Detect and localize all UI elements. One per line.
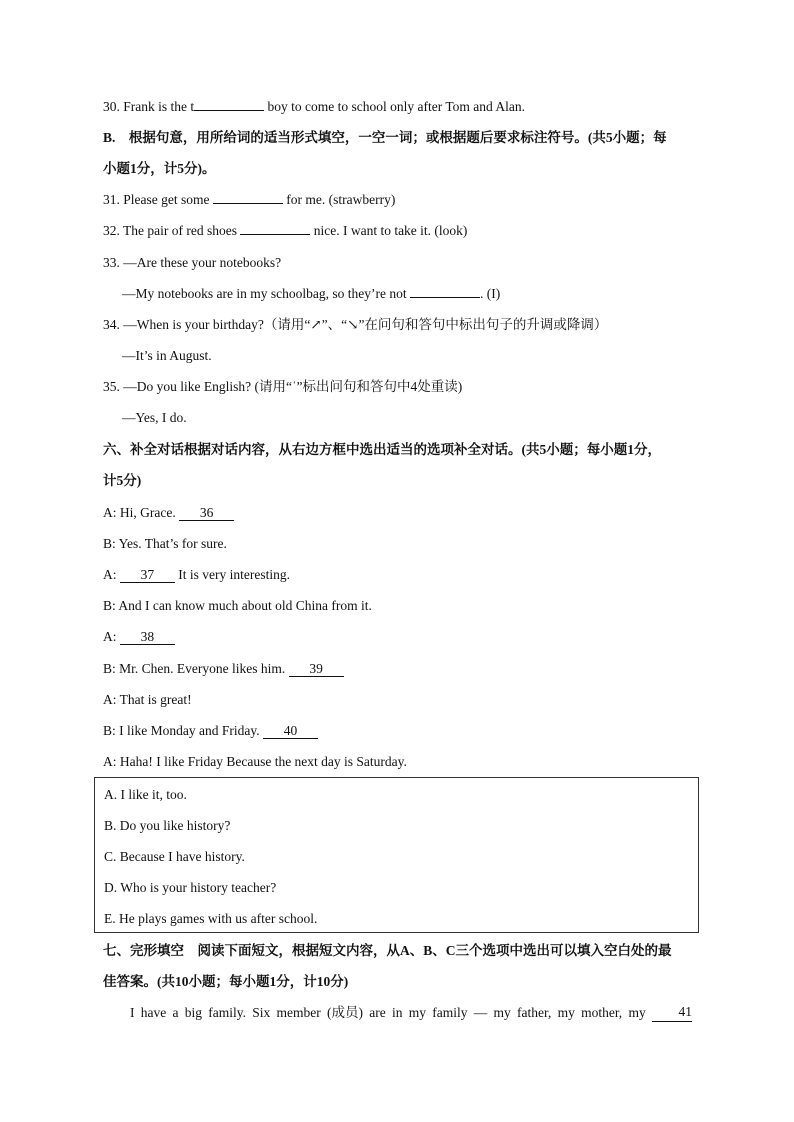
q33-answer-post: . (I) — [479, 286, 501, 301]
q33-answer-pre: —My notebooks are in my schoolbag, so they’re not — [122, 286, 410, 301]
question-35: 35. —Do you like English? (请用“ˈ”标出问句和答句中4处重读) — [103, 379, 463, 394]
question-35-answer: —Yes, I do. — [122, 410, 187, 425]
q32-blank[interactable] — [240, 234, 310, 235]
dialogue-line-8-text: B: I like Monday and Friday. — [103, 723, 263, 738]
option-d[interactable]: D. Who is your history teacher? — [104, 880, 277, 895]
dialogue-line-1 — [103, 504, 234, 522]
q33-blank[interactable] — [410, 297, 480, 298]
section-6-heading-cont: 计5分) — [103, 473, 142, 488]
passage-word: in — [391, 1005, 403, 1020]
question-34-answer: —It’s in August. — [122, 348, 212, 363]
options-box — [94, 777, 699, 933]
q31-text-post: for me. (strawberry) — [282, 192, 396, 207]
passage-word: have — [140, 1005, 167, 1020]
dialogue-line-2: B: Yes. That’s for sure. — [103, 536, 227, 551]
q30-blank[interactable] — [194, 110, 264, 111]
dialogue-line-6-text: B: Mr. Chen. Everyone likes him. — [103, 661, 289, 676]
blank-36[interactable]: 36 — [179, 505, 234, 521]
passage-word: father, — [517, 1005, 552, 1020]
section-6-heading: 六、补全对话根据对话内容，从右边方框中选出适当的选项补全对话。(共5小题；每小题1分， — [103, 442, 661, 457]
question-33: 33. —Are these your notebooks? — [103, 255, 282, 270]
section-7-heading: 七、完形填空 阅读下面短文，根据短文内容，从A、B、C三个选项中选出可以填入空白处的最 — [103, 943, 672, 958]
blank-38[interactable]: 38 — [120, 629, 175, 645]
passage-word: (成员) — [327, 1005, 363, 1020]
q32-text-pre: 32. The pair of red shoes — [103, 223, 241, 238]
question-32 — [103, 222, 467, 240]
dialogue-line-4: B: And I can know much about old China from it. — [103, 598, 372, 613]
dialogue-line-5 — [103, 628, 175, 646]
q31-blank[interactable] — [213, 203, 283, 204]
q32-text-post: nice. I want to take it. (look) — [310, 223, 468, 238]
passage-word: member — [276, 1005, 321, 1020]
q31-text-pre: 31. Please get some — [103, 192, 213, 207]
question-33-answer — [122, 285, 500, 303]
dialogue-line-9: A: Haha! I like Friday Because the next day is Saturday. — [103, 754, 407, 769]
option-c[interactable]: C. Because I have history. — [104, 849, 245, 864]
passage-word: I — [130, 1005, 135, 1020]
blank-37[interactable]: 37 — [120, 567, 175, 583]
section-b-instructions: 根据句意，用所给词的适当形式填空，一空一词；或根据题后要求标注符号。(共5小题；每 — [128, 130, 667, 145]
passage-word: a — [172, 1005, 179, 1020]
passage-word: family — [432, 1005, 468, 1020]
blank-41[interactable]: 41 — [652, 1004, 692, 1022]
passage-word: — — [473, 1005, 488, 1020]
question-31 — [103, 191, 395, 209]
passage-word: family. — [208, 1005, 246, 1020]
passage-first-line — [130, 1004, 692, 1022]
passage-word: big — [184, 1005, 202, 1020]
dialogue-line-6 — [103, 660, 344, 678]
option-e[interactable]: E. He plays games with us after school. — [104, 911, 318, 926]
passage-word: Six — [252, 1005, 271, 1020]
q30-text-post: boy to come to school only after Tom and Alan. — [264, 99, 526, 114]
passage-word: are — [369, 1005, 386, 1020]
section-b-heading — [103, 129, 667, 147]
question-34: 34. —When is your birthday?（请用“↗”、“↘”在问句和答句中标出句子的升调或降调） — [103, 317, 608, 332]
option-a[interactable]: A. I like it, too. — [104, 787, 187, 802]
passage-word: my — [557, 1005, 575, 1020]
passage-word: my — [628, 1005, 646, 1020]
passage-word: my — [408, 1005, 427, 1020]
question-30 — [103, 98, 525, 116]
section-b-label: B. — [103, 130, 116, 145]
dialogue-line-3 — [103, 566, 290, 584]
option-b[interactable]: B. Do you like history? — [104, 818, 231, 833]
dialogue-line-1-text: A: Hi, Grace. — [103, 505, 180, 520]
passage-word: mother, — [581, 1005, 623, 1020]
dialogue-line-5-speaker: A: — [103, 629, 120, 644]
dialogue-line-3-speaker: A: — [103, 567, 120, 582]
q30-text-pre: 30. Frank is the t — [103, 99, 195, 114]
blank-39[interactable]: 39 — [289, 661, 344, 677]
blank-40[interactable]: 40 — [263, 723, 318, 739]
dialogue-line-7: A: That is great! — [103, 692, 192, 707]
dialogue-line-8 — [103, 722, 318, 740]
dialogue-line-3-text: It is very interesting. — [174, 567, 290, 582]
section-b-instructions-cont: 小题1分，计5分)。 — [103, 161, 216, 176]
passage-word: my — [493, 1005, 511, 1020]
section-7-heading-cont: 佳答案。(共10小题；每小题1分，计10分) — [103, 974, 349, 989]
